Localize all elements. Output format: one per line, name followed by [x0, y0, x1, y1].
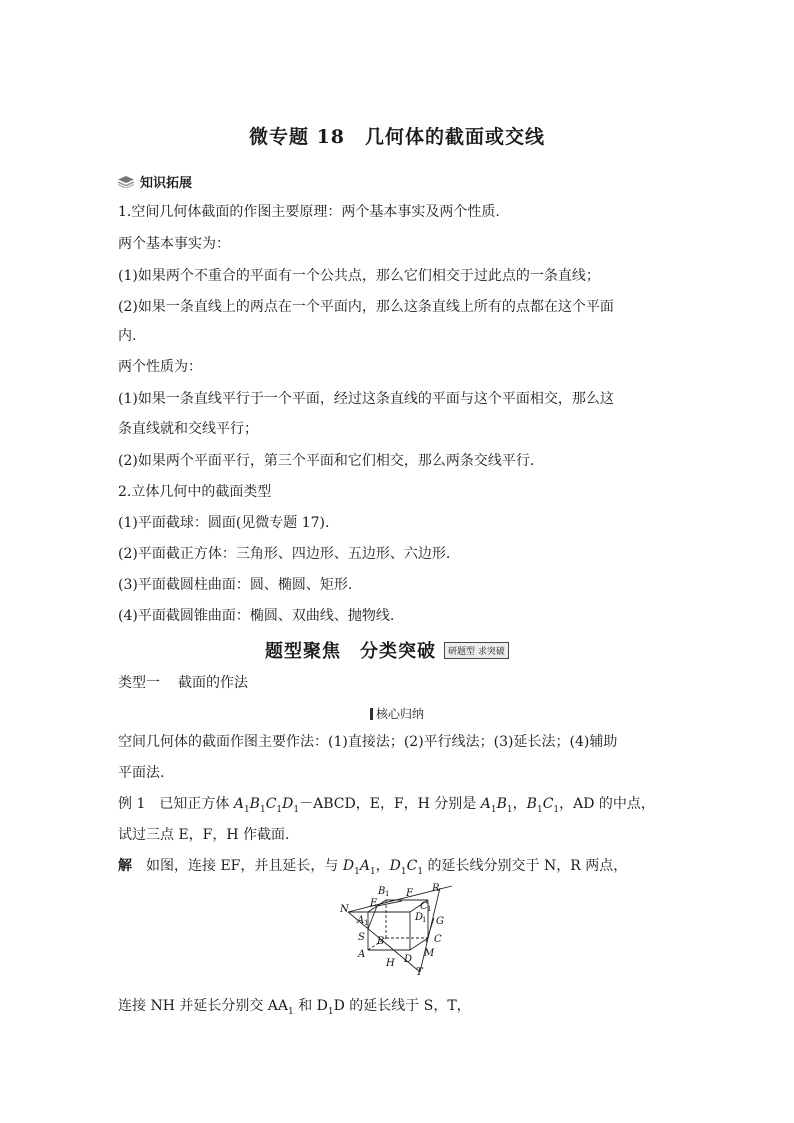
svg-text:E: E — [370, 898, 378, 909]
svg-text:S: S — [358, 932, 365, 943]
para1-line5: 内. — [118, 328, 137, 344]
svg-text:1: 1 — [422, 916, 427, 924]
cube-section-figure — [340, 882, 460, 976]
banner-title: 题型聚焦 分类突破 — [265, 641, 436, 662]
solution-label: 解 — [118, 858, 132, 874]
svg-text:1: 1 — [427, 905, 432, 913]
section-label: 知识拓展 — [140, 176, 193, 191]
svg-text:A: A — [358, 949, 366, 960]
svg-text:A: A — [357, 915, 365, 926]
svg-text:H: H — [386, 958, 395, 969]
type-heading — [118, 672, 248, 692]
svg-text:N: N — [340, 904, 349, 915]
solution-line1: 解 如图，连接 EF，并且延长，与 $D_1A_1$，$D_1C_1$ 的延长线分别交于 N，R 两点， — [118, 858, 628, 877]
page-title: 微专题 18 几何体的截面或交线 — [248, 126, 546, 148]
svg-text:D: D — [404, 954, 413, 965]
section-heading — [118, 172, 192, 191]
para1-line3: (1)如果两个不重合的平面有一个公共点，那么它们相交于过此点的一条直线； — [118, 268, 600, 284]
line-gm — [426, 918, 434, 942]
svg-text:1: 1 — [364, 919, 369, 927]
svg-text:B: B — [378, 886, 386, 897]
svg-text:B: B — [377, 936, 385, 947]
svg-text:1: 1 — [385, 890, 390, 898]
core-summary-heading — [0, 705, 794, 722]
svg-text:T: T — [416, 967, 423, 976]
example-line1: 例 1 已知正方体 $A_1B_1C_1D_1-ABCD$，E，F，H 分别是 $A_1B_1$，$B_1C_1$，AD 的中点， — [118, 796, 655, 815]
para1-line4: (2)如果一条直线上的两点在一个平面内，那么这条直线上所有的点都在这个平面 — [118, 299, 614, 315]
last-line: 连接 NH 并延长分别交 $AA_1$ 和 $D_1D$ 的延长线于 S，T， — [118, 998, 471, 1017]
para2-line4: (3)平面截圆柱曲面：圆、椭圆、矩形. — [118, 577, 353, 593]
svg-text:C: C — [420, 901, 428, 912]
svg-text:M: M — [424, 948, 435, 959]
method-line1: 空间几何体的截面作图主要作法：(1)直接法；(2)平行线法；(3)延长法；(4)辅助 — [118, 734, 618, 750]
para2-line2: (1)平面截球：圆面(见微专题 17). — [118, 515, 330, 531]
svg-text:G: G — [436, 916, 444, 927]
para2-line5: (4)平面截圆锥曲面：椭圆、双曲线、抛物线. — [118, 608, 395, 624]
para1-line8: 条直线就和交线平行； — [118, 421, 258, 437]
para1-line7: (1)如果一条直线平行于一个平面，经过这条直线的平面与这个平面相交，那么这 — [118, 391, 614, 407]
example-line2: 试过三点 E，F，H 作截面. — [118, 827, 290, 843]
section-banner — [265, 637, 509, 663]
svg-text:C: C — [434, 934, 442, 945]
para2-line1: 2.立体几何中的截面类型 — [118, 484, 272, 500]
para1-line2: 两个基本事实为： — [118, 236, 230, 252]
svg-text:F: F — [406, 888, 413, 899]
svg-text:D: D — [415, 912, 424, 923]
svg-text:R: R — [432, 883, 440, 894]
para1-line1: 1.空间几何体截面的作图主要原理：两个基本事实及两个性质. — [118, 204, 500, 220]
para2-line3: (2)平面截正方体：三角形、四边形、五边形、六边形. — [118, 546, 451, 562]
para1-line6: 两个性质为： — [118, 359, 202, 375]
banner-badge: 研题型 求突破 — [444, 642, 509, 659]
bar-icon — [370, 708, 373, 720]
core-label: 核心归纳 — [375, 707, 424, 721]
method-line2: 平面法. — [118, 765, 165, 781]
para1-line9: (2)如果两个平面平行，第三个平面和它们相交，那么两条交线平行. — [118, 453, 535, 469]
type-label: 类型一 — [118, 675, 160, 691]
type-title: 截面的作法 — [178, 675, 248, 691]
layers-icon — [118, 176, 134, 188]
